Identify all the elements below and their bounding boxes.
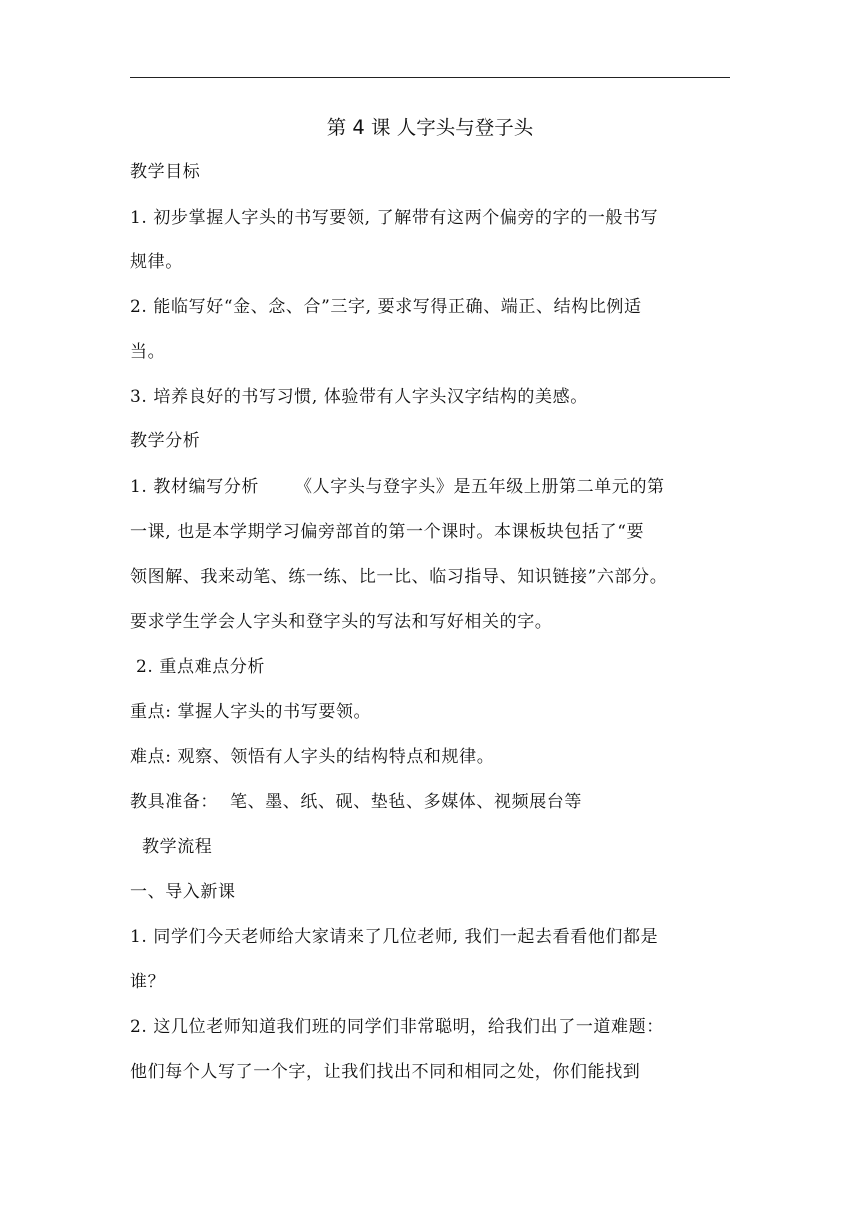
paragraph-line: 要求学生学会人字头和登字头的写法和写好相关的字。 bbox=[130, 612, 553, 632]
paragraph-line: 3. 培养良好的书写习惯, 体验带有人字头汉字结构的美感。 bbox=[130, 387, 588, 407]
paragraph-line: 1. 初步掌握人字头的书写要领, 了解带有这两个偏旁的字的一般书写 bbox=[130, 208, 659, 228]
paragraph-line: 重点: 掌握人字头的书写要领。 bbox=[130, 702, 372, 722]
page-title: 第 4 课 人字头与登子头 bbox=[326, 116, 534, 139]
paragraph-line: 谁？ bbox=[130, 972, 166, 992]
paragraph-line: 一课, 也是本学期学习偏旁部首的第一个课时。本课板块包括了“要 bbox=[130, 522, 645, 542]
heading-teaching-analysis: 教学分析 bbox=[130, 431, 201, 451]
heading-teaching-process: 教学流程 bbox=[130, 837, 213, 857]
subheading-key-points: 2. 重点难点分析 bbox=[130, 657, 266, 677]
header-rule bbox=[130, 77, 730, 78]
paragraph-line: 2. 能临写好“金、念、合”三字, 要求写得正确、端正、结构比例适 bbox=[130, 297, 642, 317]
paragraph-line: 1. 同学们今天老师给大家请来了几位老师, 我们一起去看看他们都是 bbox=[130, 927, 659, 947]
heading-teaching-goals: 教学目标 bbox=[130, 162, 201, 182]
section-heading: 一、导入新课 bbox=[130, 882, 236, 902]
paragraph-line: 1. 教材编写分析 《人字头与登字头》是五年级上册第二单元的第 bbox=[130, 477, 665, 497]
paragraph-line: 规律。 bbox=[130, 252, 183, 272]
paragraph-line: 当。 bbox=[130, 342, 166, 362]
paragraph-line: 他们每个人写了一个字，让我们找出不同和相同之处，你们能找到 bbox=[130, 1062, 641, 1082]
paragraph-line: 难点: 观察、领悟有人字头的结构特点和规律。 bbox=[130, 747, 495, 767]
paragraph-line: 教具准备： 笔、墨、纸、砚、垫毡、多媒体、视频展台等 bbox=[130, 792, 583, 812]
paragraph-line: 2. 这几位老师知道我们班的同学们非常聪明，给我们出了一道难题： bbox=[130, 1017, 664, 1037]
paragraph-line: 领图解、我来动笔、练一练、比一比、临习指导、知识链接”六部分。 bbox=[130, 567, 668, 587]
